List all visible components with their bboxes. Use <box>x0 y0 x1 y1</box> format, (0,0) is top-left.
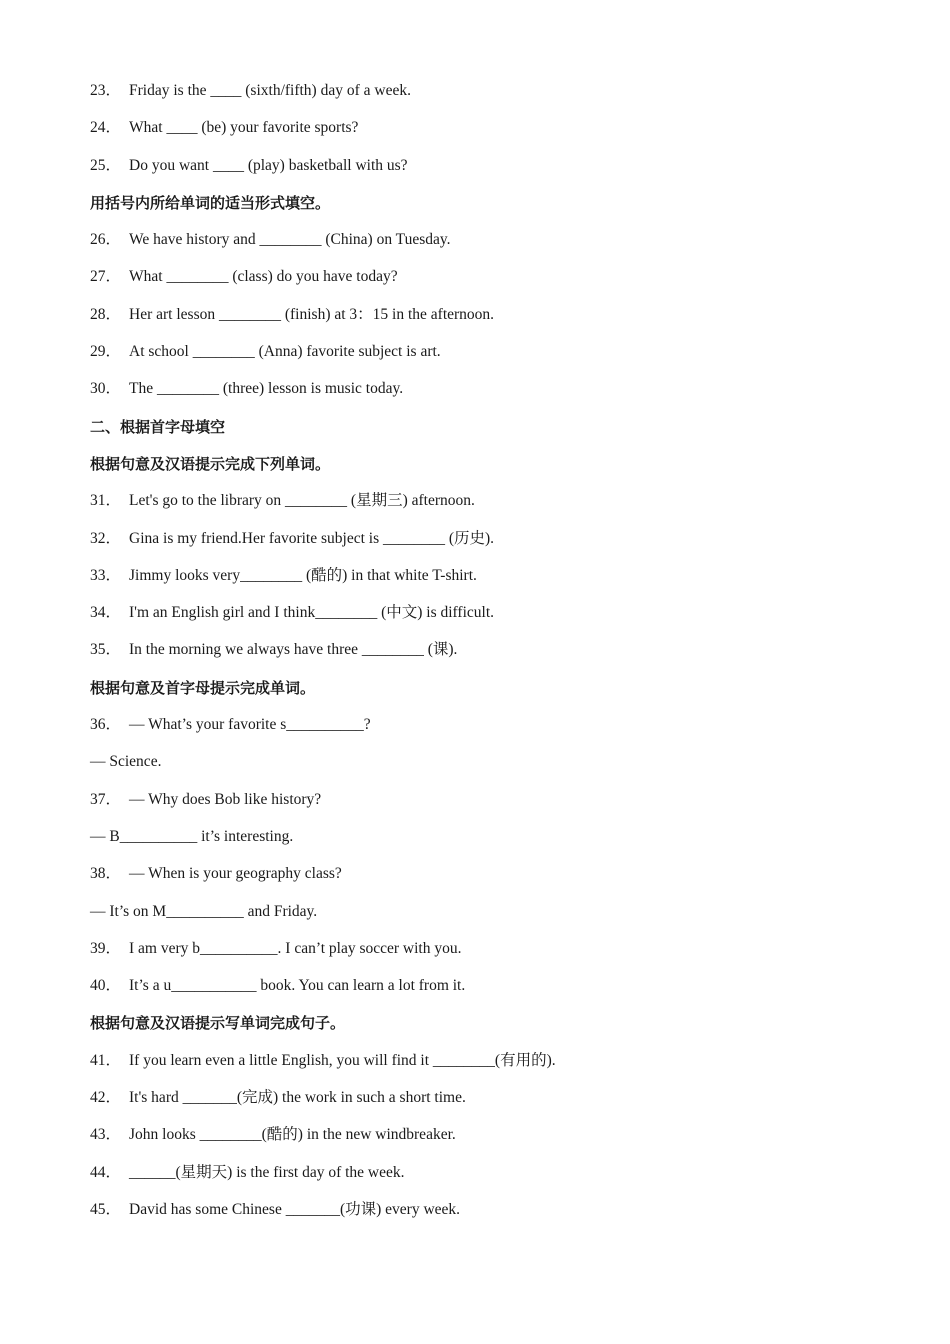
question-28: 28． Her art lesson ________ (finish) at 3：15 in the afternoon. <box>90 305 495 323</box>
question-34: 34． I'm an English girl and I think________ (中文) is difficult. <box>90 604 495 622</box>
question-35: 35． In the morning we always have three ________ (课). <box>90 641 458 659</box>
question-26: 26． We have history and ________ (China) on Tuesday. <box>90 231 451 249</box>
question-29: 29． At school ________ (Anna) favorite subject is art. <box>90 343 441 361</box>
question-23: 23． Friday is the ____ (sixth/fifth) day of a week. <box>90 82 411 99</box>
question-24: 24． What ____ (be) your favorite sports? <box>90 119 359 137</box>
question-30: 30． The ________ (three) lesson is music today. <box>90 380 404 398</box>
question-27: 27． What ________ (class) do you have today? <box>90 268 398 286</box>
question-33: 33． Jimmy looks very________ (酷的) in that white T-shirt. <box>90 566 477 584</box>
question-44: 44． ______(星期天) is the first day of the week. <box>90 1163 405 1181</box>
section-title-initial-letter: 二、根据首字母填空 <box>90 417 226 436</box>
question-36: 36． — What’s your favorite s__________? <box>90 716 371 734</box>
question-31: 31． Let's go to the library on ________ (星期三) afternoon. <box>90 492 475 510</box>
question-45: 45． David has some Chinese _______(功课) every week. <box>90 1200 461 1218</box>
question-39: 39． I am very b__________. I can’t play soccer with you. <box>90 939 462 957</box>
worksheet-page <box>90 76 910 1232</box>
question-42: 42． It's hard _______(完成) the work in such a short time. <box>90 1089 466 1107</box>
question-38: 38． — When is your geography class? <box>90 865 342 883</box>
question-40: 40． It’s a u___________ book. You can learn a lot from it. <box>90 977 466 995</box>
answer-36: — Science. <box>90 753 162 771</box>
question-43: 43． John looks ________(酷的) in the new windbreaker. <box>90 1126 456 1144</box>
answer-38: — It’s on M__________ and Friday. <box>90 902 318 920</box>
answer-37: — B__________ it’s interesting. <box>90 827 294 845</box>
question-25: 25． Do you want ____ (play) basketball with us? <box>90 156 408 174</box>
section-instruction-word-form: 用括号内所给单词的适当形式填空。 <box>90 193 331 212</box>
question-37: 37． — Why does Bob like history? <box>90 790 322 808</box>
section-instruction-initial-hints: 根据句意及首字母提示完成单词。 <box>90 678 316 697</box>
section-instruction-write-words: 根据句意及汉语提示写单词完成句子。 <box>90 1014 346 1033</box>
question-32: 32． Gina is my friend.Her favorite subject is ________ (历史). <box>90 529 495 547</box>
question-41: 41． If you learn even a little English, you will find it ________(有用的). <box>90 1051 556 1069</box>
section-instruction-chinese-hints: 根据句意及汉语提示完成下列单词。 <box>90 454 331 473</box>
